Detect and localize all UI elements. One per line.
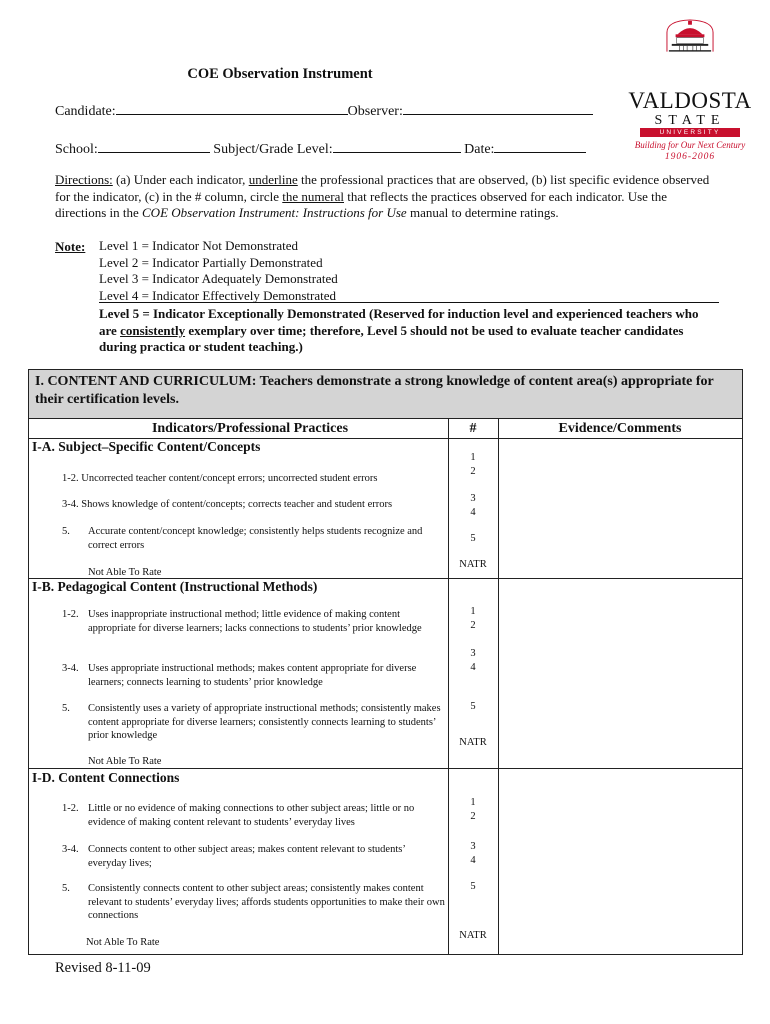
school-field[interactable]	[98, 138, 210, 153]
rating-natr[interactable]: NATR	[459, 737, 487, 748]
rating-3[interactable]: 3	[470, 841, 476, 852]
valdosta-dome-logo-icon	[624, 18, 756, 90]
list-item	[62, 472, 442, 486]
observer-label: Observer:	[347, 104, 403, 119]
date-field[interactable]	[494, 138, 586, 153]
rating-5[interactable]: 5	[470, 533, 476, 544]
item-code: 5.	[62, 703, 70, 714]
directions-numeral-word: the numeral	[282, 188, 344, 204]
rating-natr[interactable]: NATR	[459, 559, 487, 570]
level-3: Level 3 = Indicator Adequately Demonstrated	[99, 271, 338, 286]
rating-2[interactable]: 2	[470, 466, 476, 477]
level-5-consistently: consistently	[120, 322, 186, 338]
directions-text: (a) Under each indicator,	[112, 172, 249, 187]
subject-grade-field[interactable]	[333, 138, 461, 153]
list-item	[62, 662, 446, 689]
section-heading: I. CONTENT AND CURRICULUM: Teachers demonstrate a strong knowledge of content area(s) appropriate for their certification levels.	[29, 370, 742, 419]
candidate-field[interactable]	[116, 100, 348, 115]
rating-3[interactable]: 3	[470, 493, 476, 504]
item-text: Connects content to other subject areas; makes content relevant to students’ everyday lives;	[88, 844, 406, 869]
rating-5[interactable]: 5	[470, 881, 476, 892]
logo-name: VALDOSTA	[628, 88, 752, 113]
list-item	[62, 608, 446, 635]
directions-text: that reflects the practices observed for each indicator. Use the directions in the	[55, 188, 668, 220]
subsection-title-ia: I-A. Subject–Specific Content/Concepts	[32, 439, 261, 454]
rating-1[interactable]: 1	[470, 797, 476, 808]
item-code: 1-2.	[62, 609, 79, 620]
item-text: Uncorrected teacher content/concept errors; uncorrected student errors	[81, 473, 378, 484]
item-text: Accurate content/concept knowledge; consistently helps students recognize and correct errors	[88, 526, 423, 551]
level-4: Level 4 = Indicator Effectively Demonstrated	[99, 287, 337, 303]
list-item	[62, 882, 446, 923]
item-text: Little or no evidence of making connections to other subject areas; little or no evidence of making content relevant to students’ everyday lives	[88, 803, 415, 828]
rating-1[interactable]: 1	[470, 606, 476, 617]
manual-title: COE Observation Instrument: Instructions for Use	[142, 205, 407, 220]
observer-field[interactable]	[403, 100, 593, 115]
directions-text: the professional practices that are observed, (b) list specific evidence observed for the indicator, (c) in the # column, circle	[55, 172, 710, 204]
rating-3[interactable]: 3	[470, 648, 476, 659]
natr-label: Not Able To Rate	[86, 937, 160, 948]
directions-text: manual to determine ratings.	[406, 205, 559, 220]
level-5-text: exemplary over time; therefore, Level 5 should not be used to evaluate teacher candidates during practica or student teaching.)	[99, 322, 684, 354]
directions-paragraph	[55, 172, 720, 222]
level-divider	[99, 302, 719, 303]
rating-2[interactable]: 2	[470, 620, 476, 631]
document-title: COE Observation Instrument	[187, 66, 373, 82]
directions-label: Directions:	[55, 172, 113, 187]
candidate-label: Candidate:	[55, 104, 116, 119]
logo-university-band: UNIVERSITY	[640, 128, 740, 137]
level-2: Level 2 = Indicator Partially Demonstrated	[99, 254, 323, 270]
logo-slogan: Building for Our Next Century	[634, 140, 746, 150]
list-item	[62, 702, 446, 743]
item-code: 5.	[62, 883, 70, 894]
item-text: Shows knowledge of content/concepts; corrects teacher and student errors	[81, 499, 393, 510]
rating-4[interactable]: 4	[470, 855, 476, 866]
item-code: 3-4.	[62, 844, 79, 855]
list-item	[62, 802, 446, 829]
candidate-observer-row	[55, 100, 593, 120]
col-practices-header: Indicators/Professional Practices	[151, 421, 349, 436]
list-item	[62, 843, 446, 870]
item-text: Consistently connects content to other subject areas; consistently makes content relevant to students’ everyday lives; affords students opportunities to make their own connections	[88, 883, 445, 921]
subject-grade-label: Subject/Grade Level:	[213, 142, 333, 157]
rating-2[interactable]: 2	[470, 811, 476, 822]
rating-natr[interactable]: NATR	[459, 930, 487, 941]
school-subject-date-row	[55, 138, 586, 158]
col-divider-num	[448, 419, 449, 954]
item-code: 3-4.	[62, 499, 79, 510]
item-code: 1-2.	[62, 473, 79, 484]
level-5	[99, 306, 719, 356]
subsection-title-id: I-D. Content Connections	[32, 770, 180, 785]
rating-4[interactable]: 4	[470, 507, 476, 518]
item-text: Consistently uses a variety of appropriate instructional methods; consistently makes content appropriate for diverse learners; consistently connects learning to students’ prior knowledge	[88, 703, 441, 741]
col-divider-evidence	[498, 419, 499, 954]
natr-label: Not Able To Rate	[88, 756, 162, 767]
revised-date: Revised 8-11-09	[55, 960, 151, 976]
date-label: Date:	[464, 142, 495, 157]
item-text: Uses inappropriate instructional method; little evidence of making content appropriate for diverse learners; lacks connections to students’ prior knowledge	[88, 609, 422, 634]
rating-4[interactable]: 4	[470, 662, 476, 673]
level-5-text: Level 5 = Indicator Exceptionally Demonstrated (Reserved for induction level and experienced teachers who are	[99, 306, 699, 338]
item-code: 3-4.	[62, 663, 79, 674]
col-num-header: #	[469, 421, 477, 436]
col-evidence-header: Evidence/Comments	[558, 421, 682, 436]
school-label: School:	[55, 142, 98, 157]
list-item	[62, 498, 442, 512]
logo-state: STATE	[654, 113, 726, 128]
logo-years: 1906-2006	[664, 152, 716, 162]
rating-1[interactable]: 1	[470, 452, 476, 463]
item-code: 5.	[62, 526, 70, 537]
list-item	[62, 525, 442, 552]
item-code: 1-2.	[62, 803, 79, 814]
natr-label: Not Able To Rate	[88, 567, 162, 578]
rating-5[interactable]: 5	[470, 701, 476, 712]
item-text: Uses appropriate instructional methods; makes content appropriate for diverse learners; connects learning to students’ prior knowledge	[88, 663, 417, 688]
directions-underline-word: underline	[248, 172, 298, 187]
note-label: Note:	[55, 239, 86, 254]
subsection-title-ib: I-B. Pedagogical Content (Instructional Methods)	[32, 579, 318, 594]
level-1: Level 1 = Indicator Not Demonstrated	[99, 238, 299, 253]
